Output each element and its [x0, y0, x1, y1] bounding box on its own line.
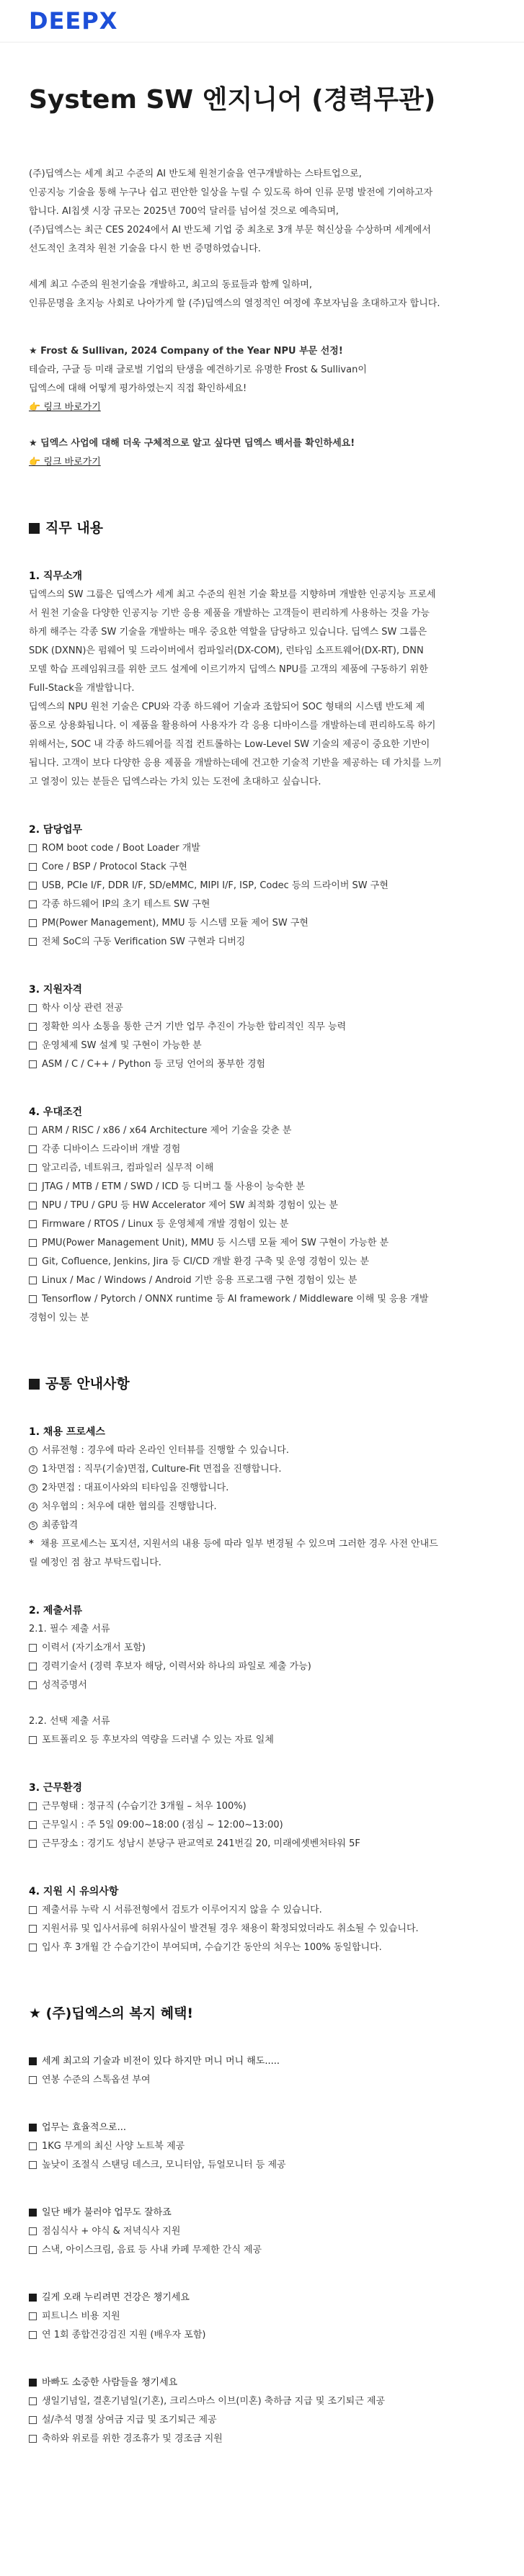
list-item: [29, 1290, 495, 1309]
checkbox-square-icon: [29, 1663, 37, 1671]
list-item-text: 1KG 무게의 최신 사양 노트북 제공: [42, 2141, 185, 2152]
duty-intro-text: [29, 586, 495, 792]
list-item-text: ROM boot code / Boot Loader 개발: [42, 843, 200, 854]
text-line: 딥엑스의 SW 그룹은 딥엑스가 세계 최고 수준의 원천 기술 확보를 지향하며 개발한 인공지능 프로세: [29, 589, 436, 600]
checkbox-square-icon: [29, 1906, 37, 1914]
whitepaper-block: [29, 434, 495, 472]
process-step: [29, 1498, 495, 1516]
duty-intro-heading: 1. 직무소개: [29, 571, 83, 582]
list-item-text: PMU(Power Management Unit), MMU 등 시스템 모듈 제어 SW 구현이 가능한 분: [42, 1238, 389, 1248]
list-item-text: 운영체제 SW 설계 및 구현이 가능한 분: [42, 1040, 202, 1051]
list-item: [29, 1197, 495, 1215]
text-line: SDK (DXNN)은 펌웨어 및 드라이버에서 컴파일러(DX-COM), 런타임 소프트웨어(DX-RT), DNN: [29, 645, 424, 656]
checkbox-square-icon: [29, 1276, 37, 1284]
process-note: [29, 1535, 495, 1554]
whitepaper-link[interactable]: 👉 링크 바로가기: [29, 457, 101, 468]
common-section: [29, 1374, 495, 1957]
duties-section: [29, 518, 495, 1328]
text-line: (주)딥엑스는 세계 최고 수준의 AI 반도체 원천기술을 연구개발하는 스타트업으로,: [29, 169, 362, 179]
checkbox-square-icon: [29, 1202, 37, 1209]
checkbox-square-icon: [29, 1802, 37, 1810]
list-item: [29, 2307, 495, 2326]
benefit-title-text: 일단 배가 불러야 업무도 잘하죠: [42, 2207, 172, 2218]
checkbox-square-icon: [29, 2142, 37, 2150]
docs-optional-list: [29, 1731, 495, 1750]
checkbox-square-icon: [29, 2227, 37, 2235]
list-item-text: ASM / C / C++ / Python 등 코딩 언어의 풍부한 경험: [42, 1059, 266, 1070]
list-item: [29, 2326, 495, 2345]
text-line: 선도적인 초격차 원천 기술을 다시 한 번 증명하였습니다.: [29, 243, 261, 254]
list-item-text: Git, Cofluence, Jenkins, Jira 등 CI/CD 개발 환경 구축 및 운영 경험이 있는 분: [42, 1256, 370, 1267]
list-item-text: 최종합격: [42, 1520, 79, 1531]
list-item-text: 지원서류 및 입사서류에 허위사실이 발견될 경우 채용이 확정되었더라도 취소될 수 있습니다.: [42, 1923, 419, 1934]
text-line: 딥엑스의 NPU 원천 기술은 CPU와 각종 하드웨어 기술과 조합되어 SOC 형태의 시스템 반도체 제: [29, 702, 425, 712]
checkbox-square-icon: [29, 1681, 37, 1689]
asterisk-icon: *: [29, 1539, 34, 1549]
list-item: [29, 1938, 495, 1957]
process-step: [29, 1516, 495, 1535]
text-line: 인공지능 기술을 통해 누구나 쉽고 편안한 일상을 누릴 수 있도록 하여 인류 문명 발전에 기여하고자: [29, 187, 433, 198]
checkbox-square-icon: [29, 1821, 37, 1829]
checkbox-square-icon: [29, 1925, 37, 1933]
notice-heading: 4. 지원 시 유의사항: [29, 1886, 119, 1897]
filled-square-icon: [29, 2294, 37, 2302]
list-item: [29, 1816, 495, 1835]
process-step: [29, 1460, 495, 1479]
list-item: [29, 1215, 495, 1234]
text-line: 테슬라, 구글 등 미래 글로벌 기업의 탄생을 예견하기로 유명한 Frost & Sullivan이: [29, 365, 367, 375]
list-item: [29, 1731, 495, 1750]
circled-number-icon: 1: [29, 1446, 37, 1455]
checkbox-square-icon: [29, 1042, 37, 1050]
checkbox-square-icon: [29, 1004, 37, 1012]
benefit-group: [29, 2289, 495, 2345]
work-list: [29, 1797, 495, 1853]
list-item: [29, 1253, 495, 1271]
filled-square-icon: [29, 2057, 37, 2065]
checkbox-square-icon: [29, 2246, 37, 2254]
benefit-group: [29, 2052, 495, 2090]
section-title-text: 공통 안내사항: [45, 1376, 130, 1392]
checkbox-square-icon: [29, 863, 37, 871]
text-line: 모델 학습 프레임워크를 위한 코드 설계에 이르기까지 딥엑스 NPU를 고객의 제품에 구동하기 위한: [29, 664, 428, 675]
list-item: [29, 1122, 495, 1140]
docs-required-list: [29, 1639, 495, 1695]
checkbox-square-icon: [29, 1239, 37, 1247]
benefit-group-title: [29, 2204, 495, 2222]
list-item-text: 각종 디바이스 드라이버 개발 경험: [42, 1144, 181, 1155]
list-item-text: 포트폴리오 등 후보자의 역량을 드러낼 수 있는 자료 일체: [42, 1735, 274, 1745]
filled-square-icon: [29, 2209, 37, 2217]
list-item-text: 연 1회 종합건강검진 지원 (배우자 포함): [42, 2330, 206, 2340]
square-bullet-icon: [29, 1379, 40, 1390]
preferred-list: [29, 1122, 495, 1328]
list-item-text: 서류전형 : 경우에 따라 온라인 인터뷰를 진행할 수 있습니다.: [42, 1445, 289, 1456]
text-line: 세계 최고 수준의 원천기술을 개발하고, 최고의 동료들과 함께 일하며,: [29, 279, 312, 290]
qualifications-list: [29, 999, 495, 1074]
list-item: [29, 2156, 495, 2175]
list-item-text: 경험이 있는 분: [29, 1312, 89, 1323]
square-bullet-icon: [29, 523, 40, 534]
checkbox-square-icon: [29, 2076, 37, 2084]
checkbox-square-icon: [29, 1644, 37, 1652]
checkbox-square-icon: [29, 1258, 37, 1266]
docs-required-heading: 2.1. 필수 제출 서류: [29, 1624, 110, 1634]
list-item-text: JTAG / MTB / ETM / SWD / ICD 등 디버그 툴 사용이 능숙한 분: [42, 1181, 306, 1192]
benefit-items: [29, 2071, 495, 2090]
benefit-group-title: [29, 2052, 495, 2071]
list-item: [29, 2241, 495, 2260]
process-list: [29, 1441, 495, 1573]
filled-square-icon: [29, 2379, 37, 2387]
filled-square-icon: [29, 2124, 37, 2132]
list-item-text: 근무장소 : 경기도 성남시 분당구 판교역로 241번길 20, 미래에셋벤처타워 5F: [42, 1838, 360, 1849]
list-item-text: 제출서류 누락 시 서류전형에서 검토가 이루어지지 않을 수 있습니다.: [42, 1905, 322, 1915]
duties-section-title: [29, 518, 495, 538]
list-item-continuation: [29, 1309, 495, 1328]
notice-list: [29, 1901, 495, 1957]
list-item-text: 1차면접 : 직무(기술)면접, Culture-Fit 면접을 진행합니다.: [42, 1464, 282, 1475]
checkbox-square-icon: [29, 919, 37, 927]
list-item: [29, 999, 495, 1018]
page-title: System SW 엔지니어 (경력무관): [29, 85, 436, 115]
common-section-title: [29, 1374, 495, 1394]
process-step: [29, 1479, 495, 1498]
checkbox-square-icon: [29, 1220, 37, 1228]
qualifications-heading: 3. 지원자격: [29, 984, 83, 996]
site-header: [0, 0, 524, 43]
list-item: [29, 1018, 495, 1037]
benefit-group-title: [29, 2289, 495, 2307]
benefit-group: [29, 2204, 495, 2260]
list-item: [29, 1639, 495, 1658]
list-item-text: Linux / Mac / Windows / Android 기반 응용 프로그램 구현 경험이 있는 분: [42, 1275, 358, 1286]
list-item: [29, 1901, 495, 1920]
list-item: [29, 1159, 495, 1178]
process-step: [29, 1441, 495, 1460]
deepx-logo[interactable]: DEEPX: [29, 7, 118, 35]
list-item-text: 입사 후 3개월 간 수습기간이 부여되며, 수습기간 동안의 처우는 100% 동일합니다.: [42, 1942, 382, 1953]
list-item: [29, 1658, 495, 1676]
list-item-text: USB, PCIe I/F, DDR I/F, SD/eMMC, MIPI I/F, ISP, Codec 등의 드라이버 SW 구현: [42, 880, 388, 891]
list-item-text: 스낵, 아이스크림, 음료 등 사내 카페 무제한 간식 제공: [42, 2245, 262, 2255]
process-note-continuation: [29, 1554, 495, 1573]
list-item: [29, 839, 495, 858]
text-line: 고 열정이 있는 분들은 딥엑스라는 가치 있는 도전에 초대하고 싶습니다.: [29, 777, 321, 787]
intro-paragraph-1: [29, 165, 495, 259]
checkbox-square-icon: [29, 2416, 37, 2424]
whitepaper-heading: ★ 딥엑스 사업에 대해 더욱 구체적으로 알고 싶다면 딥엑스 백서를 확인하세요!: [29, 438, 355, 449]
text-line: 하게 해주는 각종 SW 기술을 개발하는 매우 중요한 역할을 담당하고 있습니다. 딥엑스 SW 그룹은: [29, 627, 427, 638]
list-item: [29, 1140, 495, 1159]
text-line: 딥엑스에 대해 어떻게 평가하였는지 직접 확인하세요!: [29, 383, 247, 394]
text-line: 인류문명을 초지능 사회로 나아가게 할 (주)딥엑스의 열정적인 여정에 후보자님을 초대하고자 합니다.: [29, 298, 440, 309]
list-item-text: Firmware / RTOS / Linux 등 운영체제 개발 경험이 있는 분: [42, 1219, 289, 1230]
list-item-text: NPU / TPU / GPU 등 HW Accelerator 제어 SW 최적화 경험이 있는 분: [42, 1200, 338, 1211]
checkbox-square-icon: [29, 900, 37, 908]
checkbox-square-icon: [29, 1023, 37, 1031]
benefit-group: [29, 2119, 495, 2175]
list-item: [29, 2137, 495, 2156]
benefit-items: [29, 2392, 495, 2448]
work-heading: 3. 근무환경: [29, 1782, 83, 1794]
list-item-text: 성적증명서: [42, 1680, 87, 1691]
benefit-items: [29, 2222, 495, 2260]
checkbox-square-icon: [29, 1145, 37, 1153]
list-item: [29, 1234, 495, 1253]
intro-section: [29, 165, 495, 472]
list-item-text: 경력기술서 (경력 후보자 해당, 이력서와 하나의 파일로 제출 가능): [42, 1661, 311, 1672]
checkbox-square-icon: [29, 2397, 37, 2405]
list-item: [29, 1920, 495, 1938]
text-line: 합니다. AI칩셋 시장 규모는 2025년 700억 달러를 넘어설 것으로 예측되며,: [29, 206, 339, 217]
text-line: 서 원천 기술을 다양한 인공지능 기반 응용 제품을 개발하는 고객들이 편리하게 사용하는 것을 가능: [29, 608, 430, 619]
list-item: [29, 1835, 495, 1853]
text-line: 품으로 상용화됩니다. 이 제품을 활용하여 사용자가 각 응용 디바이스를 개발하는데 편리하도록 하기: [29, 720, 436, 731]
benefit-group-title: [29, 2374, 495, 2392]
award-block: [29, 342, 495, 417]
list-item-text: Tensorflow / Pytorch / ONNX runtime 등 AI framework / Middleware 이해 및 응용 개발: [42, 1294, 429, 1305]
list-item-text: 전체 SoC의 구동 Verification SW 구현과 디버깅: [42, 936, 246, 947]
checkbox-square-icon: [29, 1164, 37, 1172]
list-item-text: 연봉 수준의 스톡옵션 부여: [42, 2075, 151, 2085]
list-item-text: 설/추석 명절 상여금 지급 및 조기퇴근 제공: [42, 2415, 217, 2425]
list-item-text: 근무형태 : 정규직 (수습기간 3개월 – 처우 100%): [42, 1801, 247, 1812]
award-heading: ★ Frost & Sullivan, 2024 Company of the Year NPU 부문 선정!: [29, 346, 343, 357]
award-link[interactable]: 👉 링크 바로가기: [29, 402, 101, 413]
list-item-text: 처우협의 : 처우에 대한 협의를 진행합니다.: [42, 1501, 217, 1512]
checkbox-square-icon: [29, 882, 37, 890]
list-item-text: 근무일시 : 주 5일 09:00~18:00 (점심 ~ 12:00~13:00): [42, 1820, 283, 1830]
benefits-section-title: ★ (주)딥엑스의 복지 혜택!: [29, 2005, 194, 2021]
checkbox-square-icon: [29, 2161, 37, 2169]
list-item-text: ARM / RISC / x86 / x64 Architecture 제어 기술을 갖춘 분: [42, 1125, 292, 1136]
benefit-title-text: 세계 최고의 기술과 비전이 있다 하지만 머니 머니 해도.....: [42, 2056, 280, 2067]
text-line: Full-Stack을 개발합니다.: [29, 683, 135, 694]
list-item-text: 학사 이상 관련 전공: [42, 1003, 123, 1014]
checkbox-square-icon: [29, 1736, 37, 1744]
section-title-text: 직무 내용: [45, 520, 104, 536]
benefit-group-title: [29, 2119, 495, 2137]
list-item: [29, 1037, 495, 1055]
circled-number-icon: 5: [29, 1521, 37, 1530]
benefit-title-text: 업무는 효율적으로...: [42, 2122, 126, 2133]
checkbox-square-icon: [29, 2312, 37, 2320]
intro-paragraph-2: [29, 276, 495, 313]
checkbox-square-icon: [29, 1840, 37, 1848]
list-item: [29, 858, 495, 877]
checkbox-square-icon: [29, 1295, 37, 1303]
circled-number-icon: 4: [29, 1503, 37, 1511]
checkbox-square-icon: [29, 2435, 37, 2443]
list-item-text: 채용 프로세스는 포지션, 지원서의 내용 등에 따라 일부 변경될 수 있으며 그러한 경우 사전 안내드: [40, 1539, 438, 1549]
benefit-items: [29, 2307, 495, 2345]
preferred-heading: 4. 우대조건: [29, 1106, 83, 1118]
docs-heading: 2. 제출서류: [29, 1605, 83, 1616]
list-item: [29, 1271, 495, 1290]
benefit-group: [29, 2374, 495, 2448]
checkbox-square-icon: [29, 844, 37, 852]
list-item: [29, 2430, 495, 2448]
docs-optional-heading: 2.2. 선택 제출 서류: [29, 1716, 110, 1727]
list-item-text: 알고리즘, 네트워크, 컴파일러 실무적 이해: [42, 1163, 214, 1173]
list-item: [29, 1676, 495, 1695]
list-item: [29, 877, 495, 895]
tasks-heading: 2. 담당업무: [29, 824, 83, 836]
text-line: 됩니다. 고객이 보다 다양한 응용 제품을 개발하는데에 건고한 기술적 기반을 제공하는 데 가치를 느끼: [29, 758, 442, 769]
list-item-text: 정확한 의사 소통을 통한 근거 기반 업무 추진이 가능한 합리적인 직무 능력: [42, 1021, 347, 1032]
benefit-items: [29, 2137, 495, 2175]
list-item-text: Core / BSP / Protocol Stack 구현: [42, 862, 187, 872]
list-item-text: 각종 하드웨어 IP의 초기 테스트 SW 구현: [42, 899, 210, 910]
list-item: [29, 1055, 495, 1074]
list-item-text: 생일기념일, 결혼기념일(기혼), 크리스마스 이브(미혼) 축하금 지급 및 조기퇴근 제공: [42, 2396, 386, 2407]
process-heading: 1. 채용 프로세스: [29, 1426, 105, 1438]
list-item-text: 축하와 위로를 위한 경조휴가 및 경조금 지원: [42, 2433, 223, 2444]
list-item-text: 높낮이 조절식 스탠딩 데스크, 모니터암, 듀얼모니터 등 제공: [42, 2160, 286, 2170]
benefits-section: [29, 2003, 495, 2448]
main-content: [0, 84, 524, 2448]
text-line: 위해서는, SOC 내 각종 하드웨어를 직접 컨트롤하는 Low-Level SW 기술의 제공이 중요한 기반이: [29, 739, 430, 750]
checkbox-square-icon: [29, 1060, 37, 1068]
list-item-text: 피트니스 비용 지원: [42, 2311, 120, 2322]
list-item-text: 릴 예정인 점 참고 부탁드립니다.: [29, 1557, 161, 1568]
text-line: (주)딥엑스는 최근 CES 2024에서 AI 반도체 기업 중 최초로 3개 부문 혁신상을 수상하며 세계에서: [29, 225, 431, 236]
checkbox-square-icon: [29, 1127, 37, 1135]
list-item: [29, 2222, 495, 2241]
list-item: [29, 895, 495, 914]
list-item: [29, 2411, 495, 2430]
checkbox-square-icon: [29, 2331, 37, 2339]
checkbox-square-icon: [29, 1183, 37, 1191]
list-item: [29, 933, 495, 952]
list-item-text: PM(Power Management), MMU 등 시스템 모듈 제어 SW 구현: [42, 918, 308, 929]
list-item-text: 점심식사 + 야식 & 저녁식사 지원: [42, 2226, 181, 2237]
list-item: [29, 2071, 495, 2090]
checkbox-square-icon: [29, 938, 37, 946]
list-item: [29, 914, 495, 933]
list-item-text: 2차면접 : 대표이사와의 티타임을 진행합니다.: [42, 1482, 229, 1493]
benefit-title-text: 바빠도 소중한 사람들을 챙기세요: [42, 2377, 178, 2388]
list-item: [29, 2392, 495, 2411]
list-item: [29, 1797, 495, 1816]
list-item-text: 이력서 (자기소개서 포함): [42, 1642, 146, 1653]
circled-number-icon: 2: [29, 1465, 37, 1474]
benefit-title-text: 길게 오래 누리려면 건강은 챙기세요: [42, 2292, 190, 2303]
checkbox-square-icon: [29, 1944, 37, 1951]
tasks-list: [29, 839, 495, 952]
list-item: [29, 1178, 495, 1197]
circled-number-icon: 3: [29, 1484, 37, 1493]
